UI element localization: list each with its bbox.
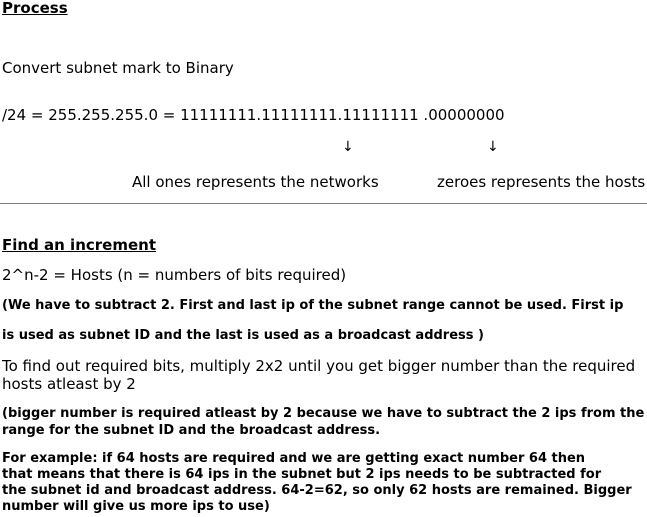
host-arrow-icon: ↓: [487, 139, 499, 155]
process-heading: Process: [2, 0, 68, 17]
subtract-note-line-1: (We have to subtract 2. First and last ip of the subnet range cannot be used. First ip: [2, 298, 624, 313]
bigger-number-note-line-1: (bigger number is required atleast by 2 because we have to subtract the 2 ips from the: [2, 406, 645, 421]
network-arrow-icon: ↓: [342, 139, 354, 155]
convert-instruction: Convert subnet mark to Binary: [2, 59, 234, 77]
network-bits-label: All ones represents the networks: [132, 173, 379, 191]
required-bits-line-1: To find out required bits, multiply 2x2 until you get bigger number than the required: [2, 357, 636, 375]
hosts-formula: 2^n-2 = Hosts (n = numbers of bits required): [2, 266, 347, 284]
subtract-note-line-2: is used as subnet ID and the last is used as a broadcast address ): [2, 328, 484, 343]
example-line-3: the subnet id and broadcast address. 64-2=62, so only 62 hosts are remained. Bigger: [2, 483, 632, 498]
subnet-binary-equation: /24 = 255.255.255.0 = 11111111.11111111.11111111 .00000000: [2, 106, 505, 124]
example-line-4: number will give us more ips to use): [2, 499, 270, 514]
host-bits-label: zeroes represents the hosts: [437, 173, 646, 191]
example-line-1: For example: if 64 hosts are required and we are getting exact number 64 then: [2, 451, 586, 466]
increment-heading: Find an increment: [2, 236, 156, 254]
required-bits-line-2: hosts atleast by 2: [2, 375, 136, 393]
section-divider: [0, 203, 647, 204]
bigger-number-note-line-2: range for the subnet ID and the broadcast address.: [2, 423, 381, 438]
example-line-2: that means that there is 64 ips in the subnet but 2 ips needs to be subtracted for: [2, 467, 602, 482]
